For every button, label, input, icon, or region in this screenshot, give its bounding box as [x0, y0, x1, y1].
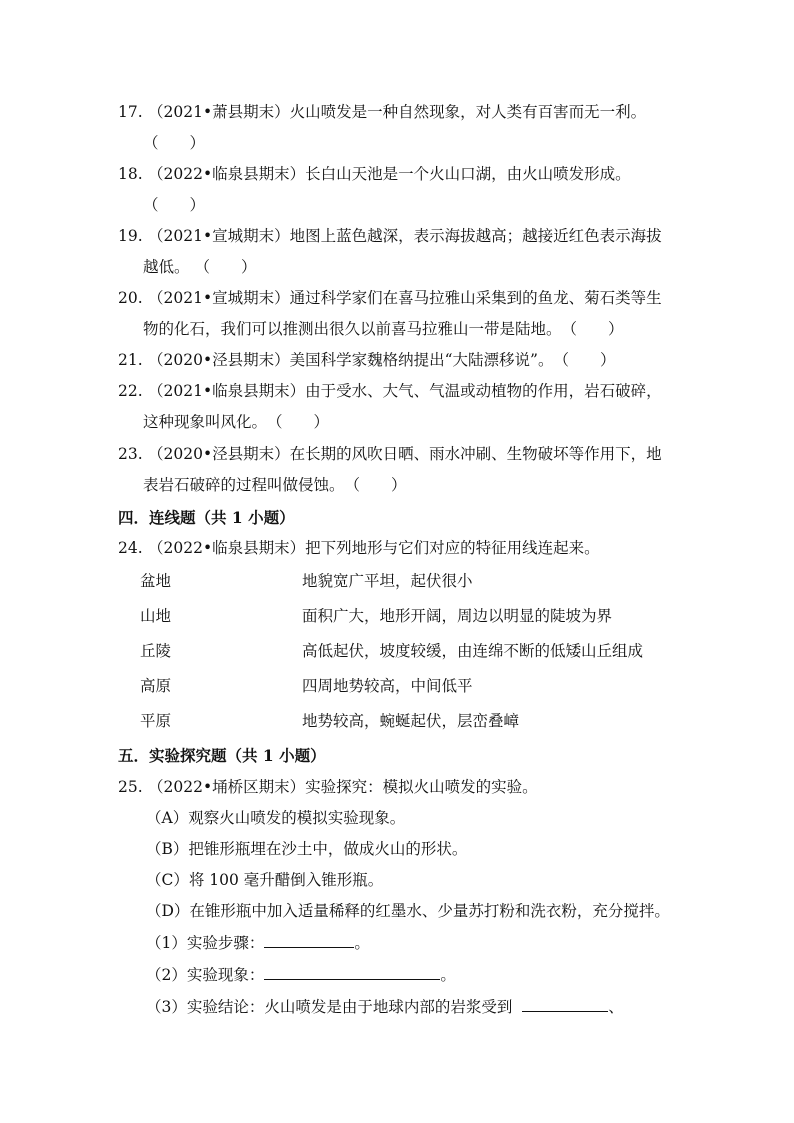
answer-paren-17[interactable] — [143, 128, 205, 159]
landform-item[interactable]: 盆地 — [140, 572, 172, 590]
question-19 — [118, 221, 678, 252]
question-number: 25. — [118, 778, 143, 796]
landform-item[interactable]: 高原 — [140, 677, 172, 695]
sub-question-label: （2）实验现象： — [146, 966, 265, 984]
question-23 — [118, 439, 678, 470]
sub-question-label: （1）实验步骤： — [146, 934, 265, 952]
step-b: （B）把锥形瓶埋在沙土中，做成火山的形状。 — [146, 840, 468, 858]
answer-paren: （ ） — [143, 134, 206, 152]
question-number: 18. — [118, 165, 143, 183]
landform-item[interactable]: 丘陵 — [140, 642, 172, 660]
question-text: 通过科学家们在喜马拉雅山采集到的鱼龙、菊石类等生 — [289, 289, 662, 307]
sub-question-end: 。 — [440, 966, 456, 984]
feature-item[interactable]: 高低起伏，坡度较缓，由连绵不断的低矮山丘组成 — [302, 642, 644, 660]
question-22-cont — [143, 407, 329, 438]
question-source: （2021•宣城期末） — [148, 227, 290, 245]
answer-paren[interactable]: （ ） — [344, 476, 407, 494]
question-text: 地图上蓝色越深，表示海拔越高；越接近红色表示海拔 — [289, 227, 662, 245]
question-text-cont: 这种现象叫风化。 — [143, 413, 268, 431]
answer-paren[interactable]: （ ） — [194, 258, 257, 276]
question-23-cont — [143, 470, 407, 501]
answer-blank[interactable] — [264, 961, 440, 980]
question-20-cont — [143, 314, 624, 345]
question-18 — [118, 159, 678, 190]
question-text: 长白山天池是一个火山口湖，由火山喷发形成。 — [305, 165, 631, 183]
question-source: （2022•埇桥区期末） — [148, 778, 306, 796]
section-heading-matching: 四．连线题（共 1 小题） — [118, 508, 295, 527]
question-17 — [118, 97, 678, 128]
question-text-cont: 越低。 — [143, 258, 190, 276]
answer-paren: （ ） — [143, 196, 206, 214]
question-source: （2022•临泉县期末） — [148, 539, 306, 557]
question-source: （2021•萧县期末） — [148, 103, 290, 121]
question-source: （2022•临泉县期末） — [148, 165, 306, 183]
step-d: （D）在锥形瓶中加入适量稀释的红墨水、少量苏打粉和洗衣粉，充分搅拌。 — [146, 902, 670, 920]
sub-question-1 — [146, 928, 370, 959]
answer-paren[interactable]: （ ） — [553, 351, 616, 369]
question-text: 实验探究：模拟火山喷发的实验。 — [305, 778, 538, 796]
question-25 — [118, 772, 678, 803]
question-number: 21. — [118, 351, 143, 369]
question-number: 20. — [118, 289, 143, 307]
question-20 — [118, 283, 678, 314]
question-number: 19. — [118, 227, 143, 245]
question-text: 美国科学家魏格纳提出“大陆漂移说”。 — [289, 351, 554, 369]
step-a: （A）观察火山喷发的模拟实验现象。 — [146, 809, 406, 827]
question-number: 23. — [118, 445, 143, 463]
question-source: （2021•临泉县期末） — [148, 382, 306, 400]
question-19-cont — [143, 252, 256, 283]
sub-question-end: 、 — [608, 998, 624, 1016]
question-text: 在长期的风吹日晒、雨水冲刷、生物破坏等作用下，地 — [289, 445, 662, 463]
question-number: 22. — [118, 382, 143, 400]
question-source: （2020•泾县期末） — [148, 445, 290, 463]
question-text: 把下列地形与它们对应的特征用线连起来。 — [305, 539, 600, 557]
sub-question-2 — [146, 960, 456, 991]
section-heading-experiment: 五．实验探究题（共 1 小题） — [118, 746, 326, 765]
landform-item[interactable]: 平原 — [140, 712, 172, 730]
answer-paren[interactable]: （ ） — [561, 320, 624, 338]
feature-item[interactable]: 地貌宽广平坦，起伏很小 — [302, 572, 473, 590]
question-22 — [118, 376, 678, 407]
question-source: （2021•宣城期末） — [148, 289, 290, 307]
answer-paren[interactable]: （ ） — [267, 413, 330, 431]
question-number: 17. — [118, 103, 143, 121]
question-text: 火山喷发是一种自然现象，对人类有百害而无一利。 — [289, 103, 647, 121]
landform-item[interactable]: 山地 — [140, 607, 172, 625]
step-c: （C）将 100 毫升醋倒入锥形瓶。 — [146, 871, 384, 889]
question-text: 由于受水、大气、气温或动植物的作用，岩石破碎， — [305, 382, 662, 400]
sub-question-end: 。 — [354, 934, 370, 952]
question-number: 24. — [118, 539, 143, 557]
question-24 — [118, 533, 678, 564]
answer-blank[interactable] — [264, 929, 354, 948]
sub-question-label: （3）实验结论：火山喷发是由于地球内部的岩浆受到 — [146, 998, 513, 1016]
question-21 — [118, 345, 678, 376]
feature-item[interactable]: 四周地势较高，中间低平 — [302, 677, 473, 695]
feature-item[interactable]: 地势较高，蜿蜒起伏，层峦叠嶂 — [302, 712, 520, 730]
answer-blank[interactable] — [522, 993, 608, 1012]
question-source: （2020•泾县期末） — [148, 351, 290, 369]
question-text-cont: 物的化石，我们可以推测出很久以前喜马拉雅山一带是陆地。 — [143, 320, 562, 338]
sub-question-3 — [146, 992, 624, 1023]
question-text-cont: 表岩石破碎的过程叫做侵蚀。 — [143, 476, 345, 494]
feature-item[interactable]: 面积广大，地形开阔，周边以明显的陡坡为界 — [302, 607, 613, 625]
answer-paren-18[interactable] — [143, 190, 205, 221]
